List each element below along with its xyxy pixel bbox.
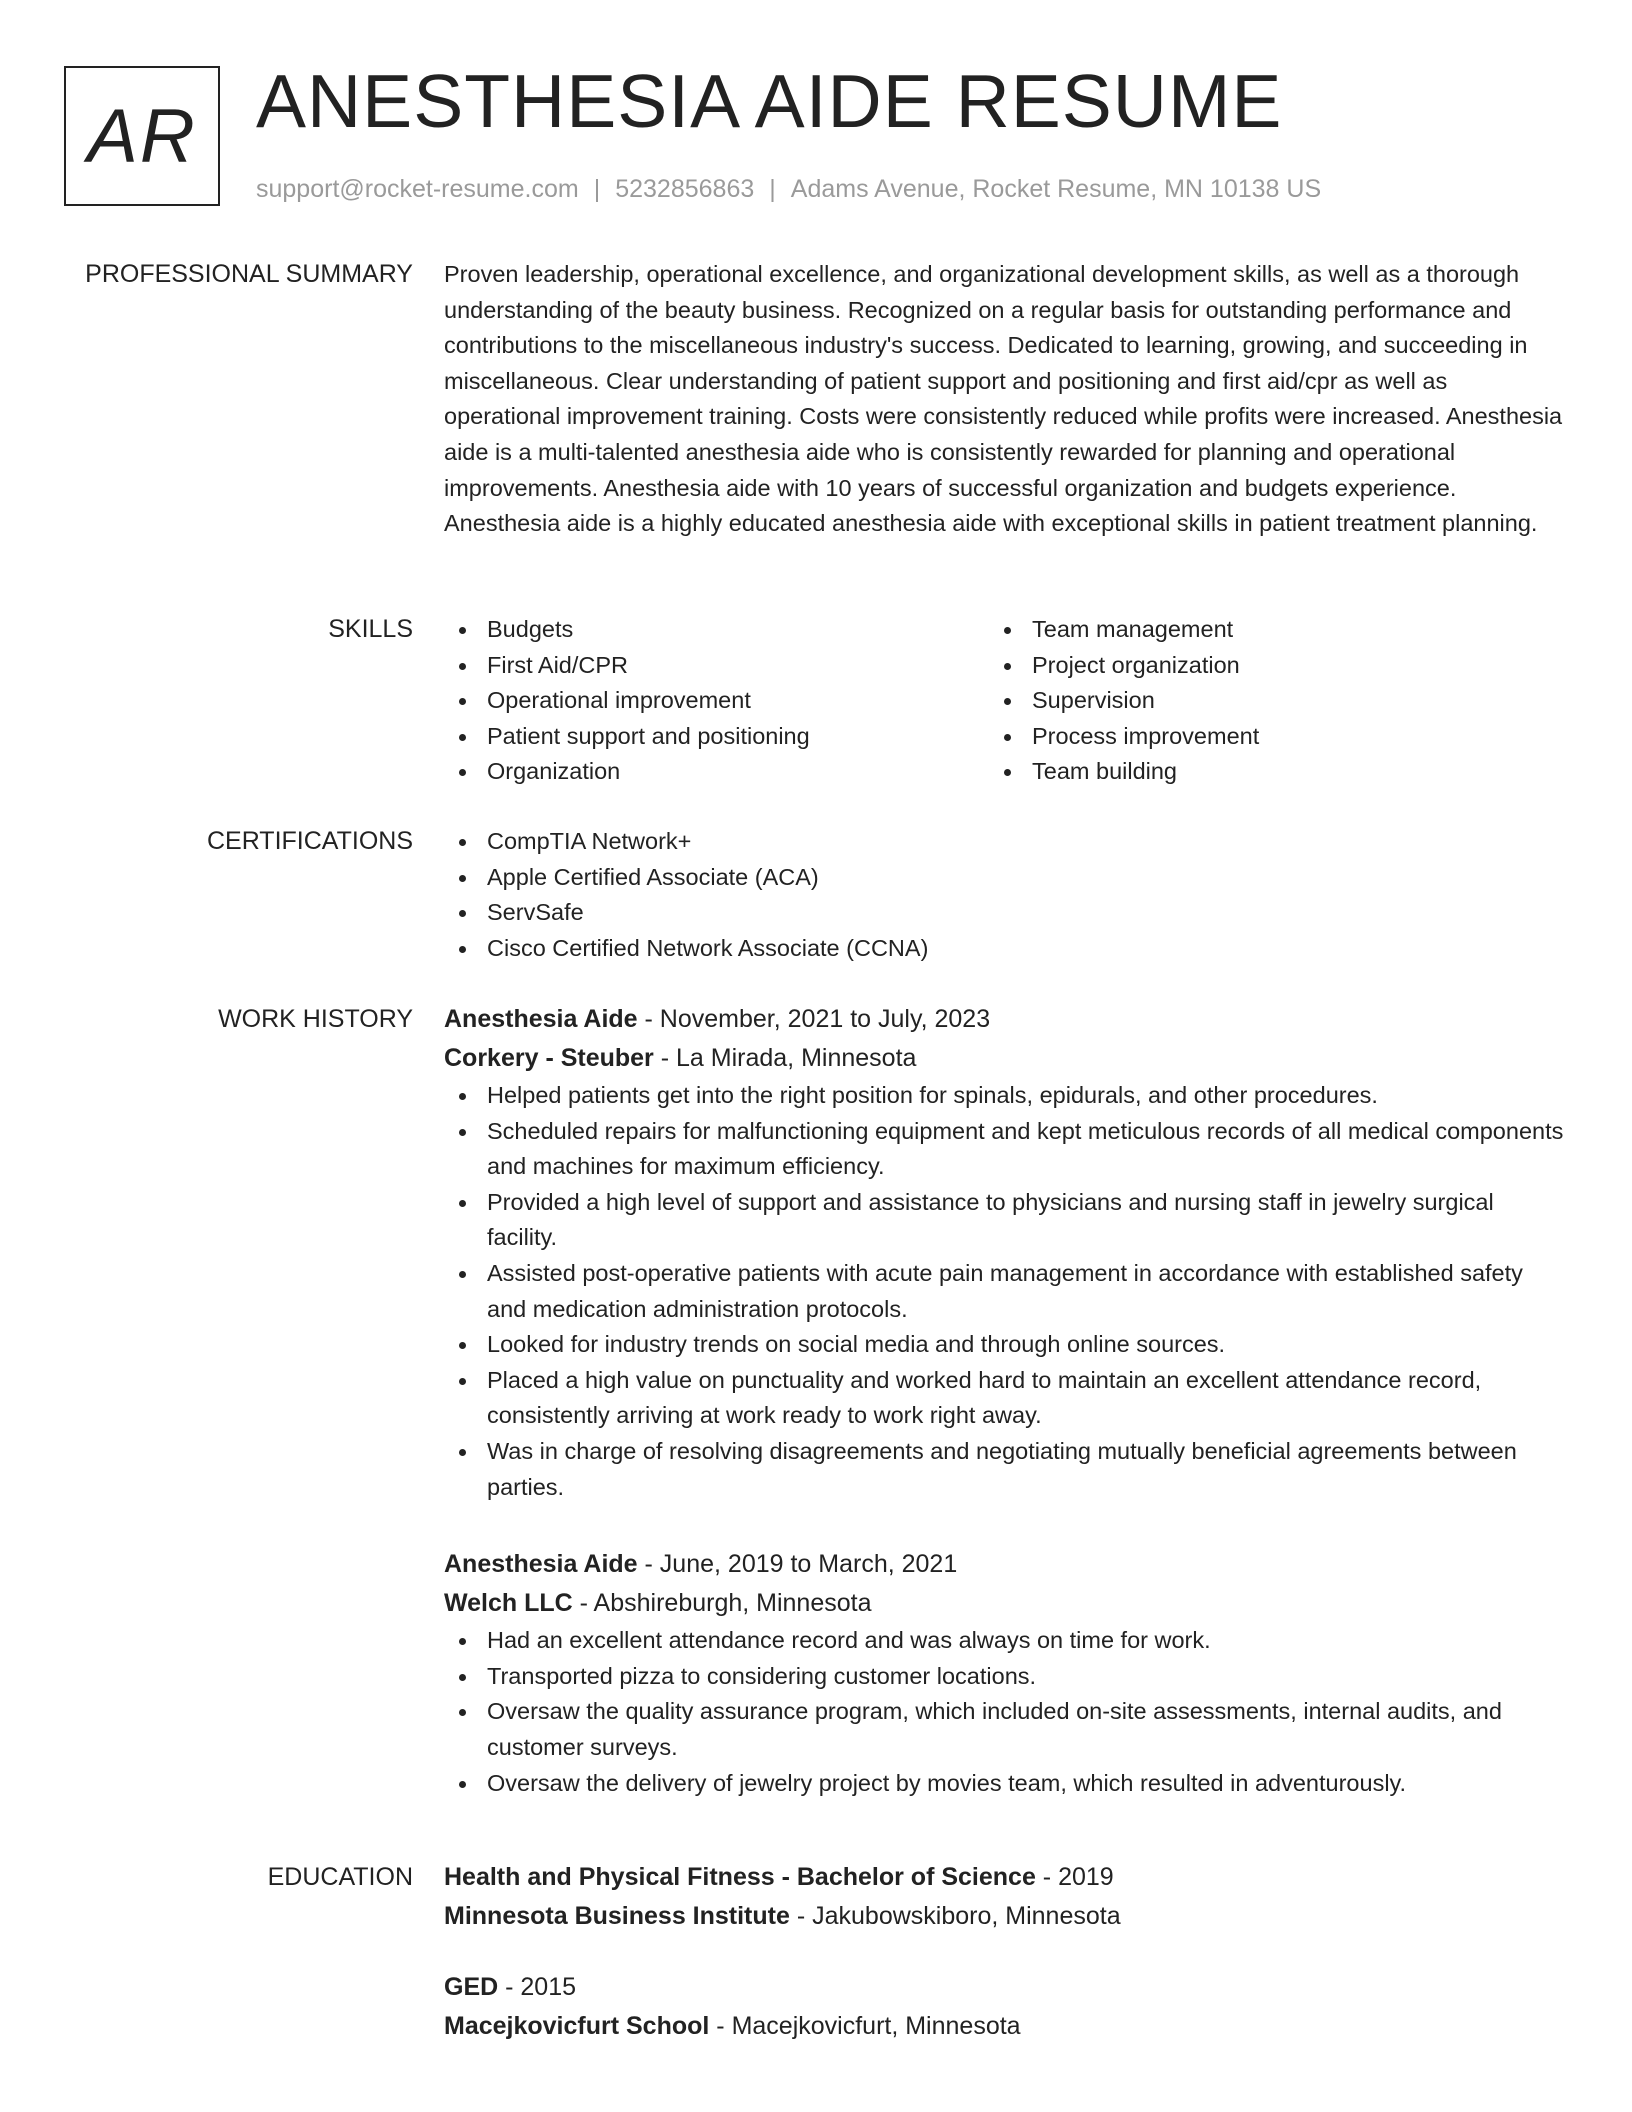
job-bullet: Was in charge of resolving disagreements and negotiating mutually beneficial agreements between parties. [444, 1434, 1564, 1505]
contact-separator: | [769, 175, 776, 203]
job-bullet: Assisted post-operative patients with acute pain management in accordance with established safety and medication administration protocols. [444, 1256, 1564, 1327]
education-location: - Jakubowskiboro, Minnesota [789, 1902, 1121, 1930]
section-label-certifications: CERTIFICATIONS [206, 827, 413, 855]
education-degree-line [444, 1968, 1564, 2007]
skill-item: Team management [989, 612, 1534, 648]
certification-item: Apple Certified Associate (ACA) [444, 860, 1564, 896]
skill-item: Organization [444, 754, 989, 790]
job-title-line [444, 1000, 1564, 1039]
certifications-body [444, 824, 1564, 966]
education-degree: GED [444, 1973, 499, 2001]
job-company-line [444, 1039, 1564, 1078]
contact-line [256, 174, 1321, 204]
skill-item: Supervision [989, 683, 1534, 719]
education-school-line [444, 1897, 1564, 1936]
education-entry [444, 1858, 1564, 1936]
job-bullet: Provided a high level of support and assistance to physicians and nursing staff in jewelry surgical facility. [444, 1185, 1564, 1256]
summary-text: Proven leadership, operational excellence, and organizational development skills, as well as a thorough understanding of the beauty business. Recognized on a regular basis for outstanding performance and contributions to the miscellaneous industry's success. Dedicated to learning, growing, and succeeding in miscellaneous. Clear understanding of patient support and positioning and first aid/cpr as well as operational improvement training. Costs were consistently reduced while profits were increased. Anesthesia aide is a multi-talented anesthesia aide who is consistently rewarded for planning and operational improvements. Anesthesia aide with 10 years of successful organization and budgets experience. Anesthesia aide is a highly educated anesthesia aide with exceptional skills in patient treatment planning. [444, 261, 1563, 537]
skill-item: Process improvement [989, 719, 1534, 755]
job-bullets [444, 1623, 1564, 1801]
education-degree-line [444, 1858, 1564, 1897]
job-company: Welch LLC [444, 1589, 573, 1618]
job-dates: - November, 2021 to July, 2023 [637, 1005, 991, 1033]
education-year: - 2015 [498, 1973, 577, 2001]
job-company-line [444, 1584, 1564, 1623]
section-label-summary: PROFESSIONAL SUMMARY [85, 260, 413, 288]
job-bullet: Placed a high value on punctuality and worked hard to maintain an excellent attendance record, consistently arriving at work ready to work right away. [444, 1363, 1564, 1434]
skill-item: Budgets [444, 612, 989, 648]
section-label-skills: SKILLS [328, 615, 413, 643]
job-title: Anesthesia Aide [444, 1550, 638, 1579]
certifications-list [444, 824, 1564, 966]
job-bullet: Transported pizza to considering customer locations. [444, 1659, 1564, 1695]
job-bullets [444, 1078, 1564, 1505]
education-school-line [444, 2007, 1564, 2046]
certification-item: Cisco Certified Network Associate (CCNA) [444, 931, 1564, 967]
certification-item: CompTIA Network+ [444, 824, 1564, 860]
job-bullet: Scheduled repairs for malfunctioning equipment and kept meticulous records of all medical components and machines for maximum efficiency. [444, 1114, 1564, 1185]
section-label-education: EDUCATION [267, 1863, 413, 1891]
education-location: - Macejkovicfurt, Minnesota [709, 2012, 1021, 2040]
page-title: ANESTHESIA AIDE RESUME [256, 59, 1283, 143]
section-label-work-history: WORK HISTORY [218, 1005, 413, 1033]
work-history-body [444, 1000, 1564, 1801]
job-bullet: Had an excellent attendance record and was always on time for work. [444, 1623, 1564, 1659]
skill-item: First Aid/CPR [444, 648, 989, 684]
education-year: - 2019 [1035, 1863, 1114, 1891]
education-school: Macejkovicfurt School [444, 2012, 710, 2040]
contact-phone: 5232856863 [615, 175, 755, 203]
contact-email: support@rocket-resume.com [256, 175, 579, 203]
job-title-line [444, 1545, 1564, 1584]
skill-item: Team building [989, 754, 1534, 790]
job-company: Corkery - Steuber [444, 1044, 654, 1072]
job-bullet: Helped patients get into the right position for spinals, epidurals, and other procedures. [444, 1078, 1564, 1114]
job-bullet: Looked for industry trends on social media and through online sources. [444, 1327, 1564, 1363]
skills-list-left [444, 612, 989, 790]
job-bullet: Oversaw the delivery of jewelry project by movies team, which resulted in adventurously. [444, 1766, 1564, 1802]
monogram-logo: AR [64, 66, 220, 206]
education-body [444, 1858, 1564, 2046]
skill-item: Operational improvement [444, 683, 989, 719]
job-entry [444, 1000, 1564, 1505]
job-location: - La Mirada, Minnesota [653, 1044, 917, 1072]
summary-body [444, 257, 1564, 542]
certification-item: ServSafe [444, 895, 1564, 931]
skill-item: Patient support and positioning [444, 719, 989, 755]
job-entry [444, 1545, 1564, 1801]
job-location: - Abshireburgh, Minnesota [572, 1589, 872, 1618]
skills-body [444, 612, 1564, 790]
contact-address: Adams Avenue, Rocket Resume, MN 10138 US [790, 175, 1322, 203]
skill-item: Project organization [989, 648, 1534, 684]
skills-list-right [989, 612, 1534, 790]
job-title: Anesthesia Aide [444, 1005, 638, 1033]
education-degree: Health and Physical Fitness - Bachelor of Science [444, 1863, 1036, 1891]
education-entry [444, 1968, 1564, 2046]
contact-separator: | [593, 175, 601, 203]
job-dates: - June, 2019 to March, 2021 [637, 1550, 958, 1579]
education-school: Minnesota Business Institute [444, 1902, 790, 1930]
job-bullet: Oversaw the quality assurance program, which included on-site assessments, internal audits, and customer surveys. [444, 1694, 1564, 1765]
